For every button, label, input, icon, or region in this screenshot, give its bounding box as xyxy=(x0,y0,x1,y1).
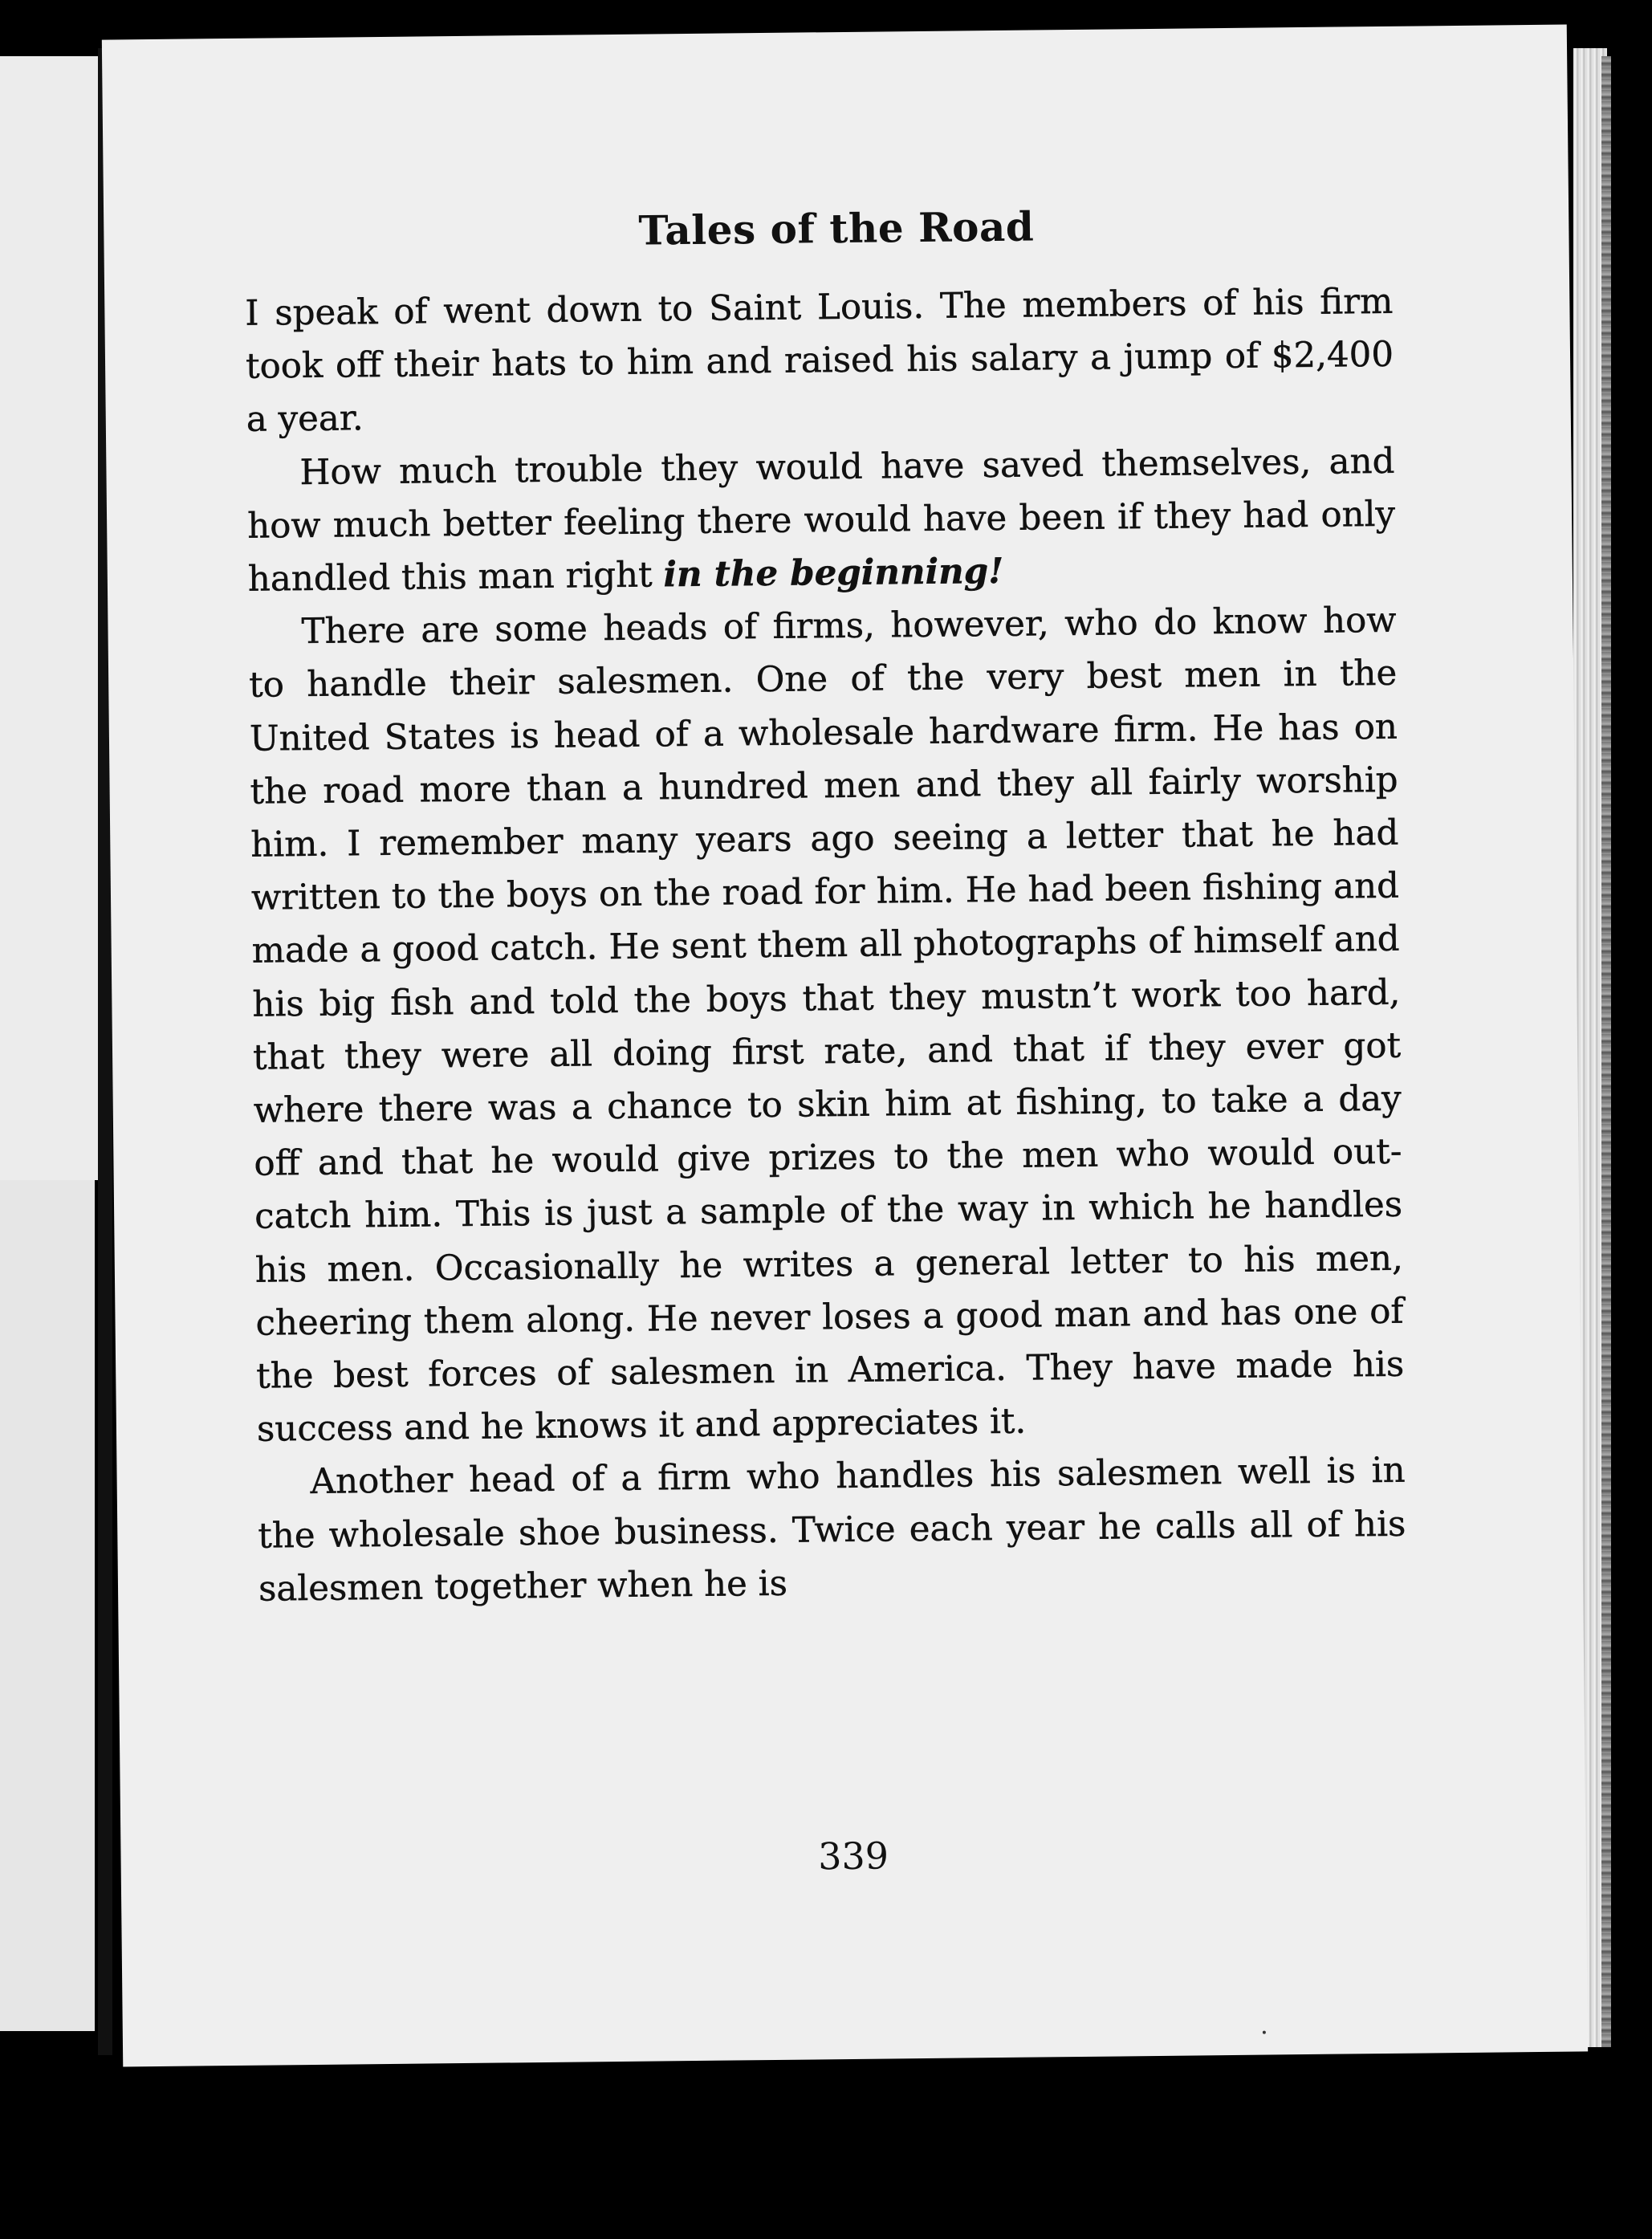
paragraph xyxy=(245,275,1394,447)
running-head: Tales of the Road xyxy=(638,202,1035,254)
paragraph xyxy=(257,1444,1406,1616)
body-text xyxy=(245,275,1406,1616)
previous-page-edge xyxy=(0,56,98,1180)
text-run: How much trouble they would have saved themselves, and how much better feeling there would have been if they had only handled this man right xyxy=(246,441,1396,600)
scan-speck xyxy=(1263,2031,1266,2034)
paragraph xyxy=(248,594,1405,1456)
text-run: I speak of went down to Saint Louis. The members of his firm took off their hats to him and raised his salary a jump of $2,400 a year. xyxy=(245,281,1394,441)
text-run: Another head of a firm who handles his salesmen well is in the wholesale shoe business. Twice each year he calls all of his salesmen together when he is xyxy=(258,1451,1406,1610)
book-page xyxy=(102,25,1588,2067)
previous-page-edge-lower xyxy=(0,1180,95,2031)
text-run: There are some heads of firms, however, who do know how to handle their salesmen. One of the very best men in the United States is head of a wholesale hardware firm. He has on the road more than a hundred men and they all fairly worship him. I remember many years ago seeing a letter that he had written to the boys on the road for him. He had been fishing and made a good catch. He sent them all photographs of himself and his big fish and told the boys that they mustn’t work too hard, that they were all doing first rate, and that if they ever got where there was a chance to skin him at fishing, to take a day off and that he would give prizes to the men who would out-catch him. This is just a sample of the way in which he handles his men. Occasionally he writes a general letter to his men, cheering them along. He never loses a good man and has one of the best forces of salesmen in America. They have made his success and he knows it and appreciates it. xyxy=(249,600,1405,1450)
paragraph xyxy=(246,434,1396,606)
page-number: 339 xyxy=(817,1834,889,1879)
page-stack-outer-edge xyxy=(1601,56,1611,2047)
italic-emphasis: in the beginning! xyxy=(663,550,1004,596)
